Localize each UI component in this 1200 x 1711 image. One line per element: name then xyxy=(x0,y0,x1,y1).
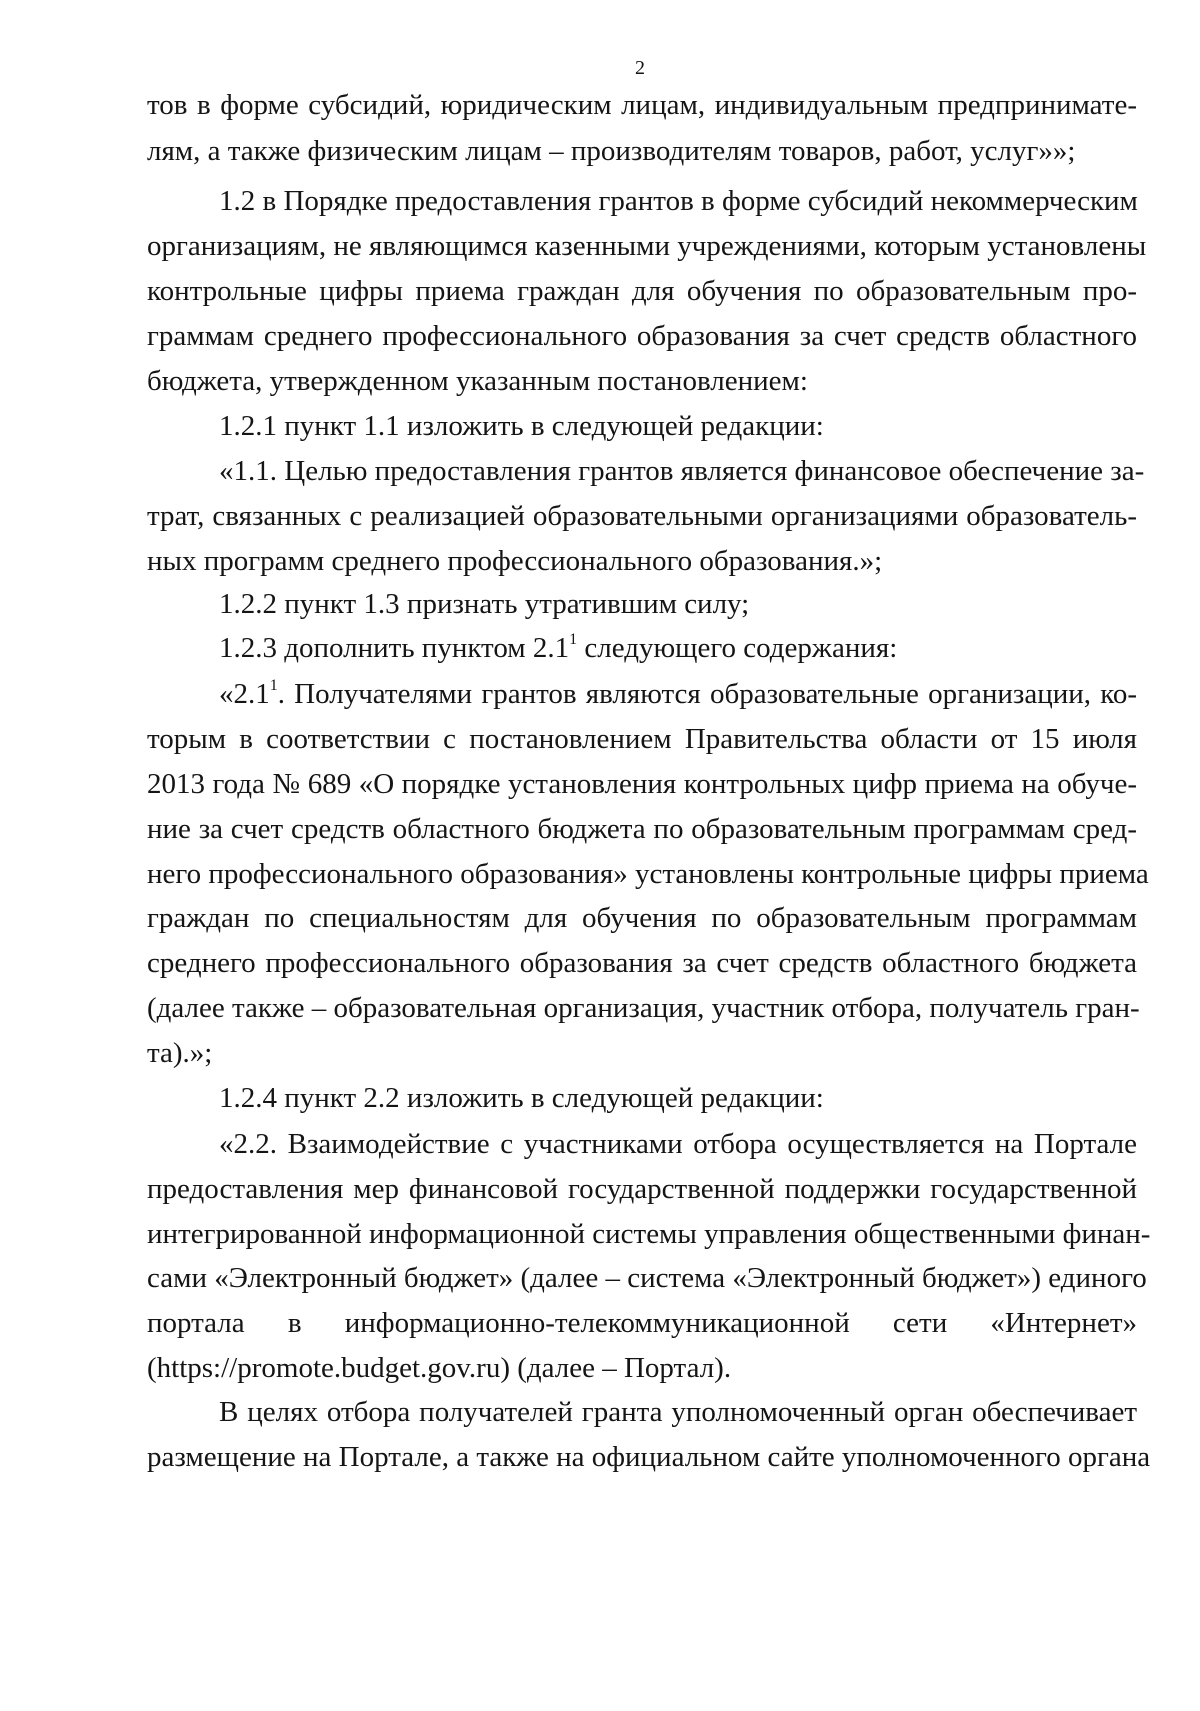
text-line-main: бюджета, утвержденном указанным постановлением: xyxy=(147,365,808,397)
text-line-main: «2.1 xyxy=(219,678,270,710)
text-line xyxy=(219,630,1137,666)
text-line xyxy=(147,318,1137,354)
text-line xyxy=(147,1305,1137,1341)
text-line-main: граждан по специальностям для обучения по образовательным программам xyxy=(147,902,1137,934)
text-line-main: ние за счет средств областного бюджета по образовательным программам сред- xyxy=(147,813,1137,845)
text-line xyxy=(147,900,1137,936)
text-line-main: него профессионального образования» установлены контрольные цифры приема xyxy=(147,858,1149,890)
text-line-main: размещение на Портале, а также на официальном сайте уполномоченного органа xyxy=(147,1441,1151,1473)
text-line-main: лям, а также физическим лицам – производителям товаров, работ, услуг»»; xyxy=(147,135,1076,167)
text-line xyxy=(147,273,1137,309)
text-line-main: 2013 года № 689 «О порядке установления контрольных цифр приема на обуче- xyxy=(147,768,1137,800)
text-line-main: организациям, не являющимся казенными учреждениями, которым установлены xyxy=(147,230,1147,262)
text-line-main: 1.2 в Порядке предоставления грантов в форме субсидий некоммерческим xyxy=(219,185,1138,217)
text-line-main: сами «Электронный бюджет» (далее – система «Электронный бюджет») единого xyxy=(147,1262,1147,1294)
text-line xyxy=(147,856,1149,892)
text-line-main: торым в соответствии с постановлением Правительства области от 15 июля xyxy=(147,723,1137,755)
text-line xyxy=(147,363,1137,399)
text-line xyxy=(219,1394,1137,1430)
text-line-main: 1.2.4 пункт 2.2 изложить в следующей редакции: xyxy=(219,1082,824,1114)
text-line xyxy=(147,133,1137,169)
text-line xyxy=(147,1350,1137,1386)
text-line xyxy=(147,1439,1151,1475)
text-line xyxy=(147,1035,1137,1071)
text-line-main: (https://promote.budget.gov.ru) (далее – Портал). xyxy=(147,1352,732,1384)
text-line-main: граммам среднего профессионального образования за счет средств областного xyxy=(147,320,1137,352)
text-line-main: 1.2.3 дополнить пунктом 2.1 xyxy=(219,632,570,664)
text-line xyxy=(219,676,1137,712)
text-line-main: интегрированной информационной системы управления общественными финан- xyxy=(147,1218,1151,1250)
text-line xyxy=(147,721,1137,757)
text-line-main: «1.1. Целью предоставления грантов является финансовое обеспечение за- xyxy=(219,455,1145,487)
text-line xyxy=(219,1080,1137,1116)
text-line xyxy=(219,586,1137,622)
text-line xyxy=(219,1126,1137,1162)
text-line-main: портала в информационно-телекоммуникационной сети «Интернет» xyxy=(147,1307,1137,1339)
text-line-main: (далее также – образовательная организация, участник отбора, получатель гран- xyxy=(147,992,1140,1024)
text-line-main: ных программ среднего профессионального образования.»; xyxy=(147,545,883,577)
text-line-main: тов в форме субсидий, юридическим лицам, индивидуальным предпринимате- xyxy=(147,89,1137,121)
text-line-main: контрольные цифры приема граждан для обучения по образовательным про- xyxy=(147,275,1137,307)
text-line xyxy=(147,766,1137,802)
text-line-main: В целях отбора получателей гранта уполномоченный орган обеспечивает xyxy=(219,1396,1137,1428)
text-line-main: 1.2.2 пункт 1.3 признать утратившим силу; xyxy=(219,588,750,620)
page-number: 2 xyxy=(635,57,645,79)
text-line xyxy=(147,543,1137,579)
text-line-main: та).»; xyxy=(147,1037,213,1069)
text-line-main: «2.2. Взаимодействие с участниками отбора осуществляется на Портале xyxy=(219,1128,1137,1160)
text-line xyxy=(219,453,1145,489)
text-line xyxy=(147,228,1147,264)
text-line xyxy=(147,87,1137,123)
text-line xyxy=(147,811,1137,847)
text-line xyxy=(219,183,1137,219)
superscript: 1 xyxy=(269,677,278,695)
superscript: 1 xyxy=(569,631,578,649)
text-line xyxy=(147,990,1140,1026)
text-line xyxy=(219,408,1137,444)
text-line-rest: . Получателями грантов являются образовательные организации, ко- xyxy=(277,678,1137,710)
text-line-rest: следующего содержания: xyxy=(577,632,898,664)
text-line-main: 1.2.1 пункт 1.1 изложить в следующей редакции: xyxy=(219,410,824,442)
text-line xyxy=(147,1171,1137,1207)
text-line xyxy=(147,1216,1151,1252)
text-line xyxy=(147,1260,1147,1296)
text-line-main: трат, связанных с реализацией образовательными организациями образователь- xyxy=(147,500,1137,532)
text-line-main: среднего профессионального образования за счет средств областного бюджета xyxy=(147,947,1137,979)
text-line-main: предоставления мер финансовой государственной поддержки государственной xyxy=(147,1173,1137,1205)
text-line xyxy=(147,945,1137,981)
text-line xyxy=(147,498,1137,534)
